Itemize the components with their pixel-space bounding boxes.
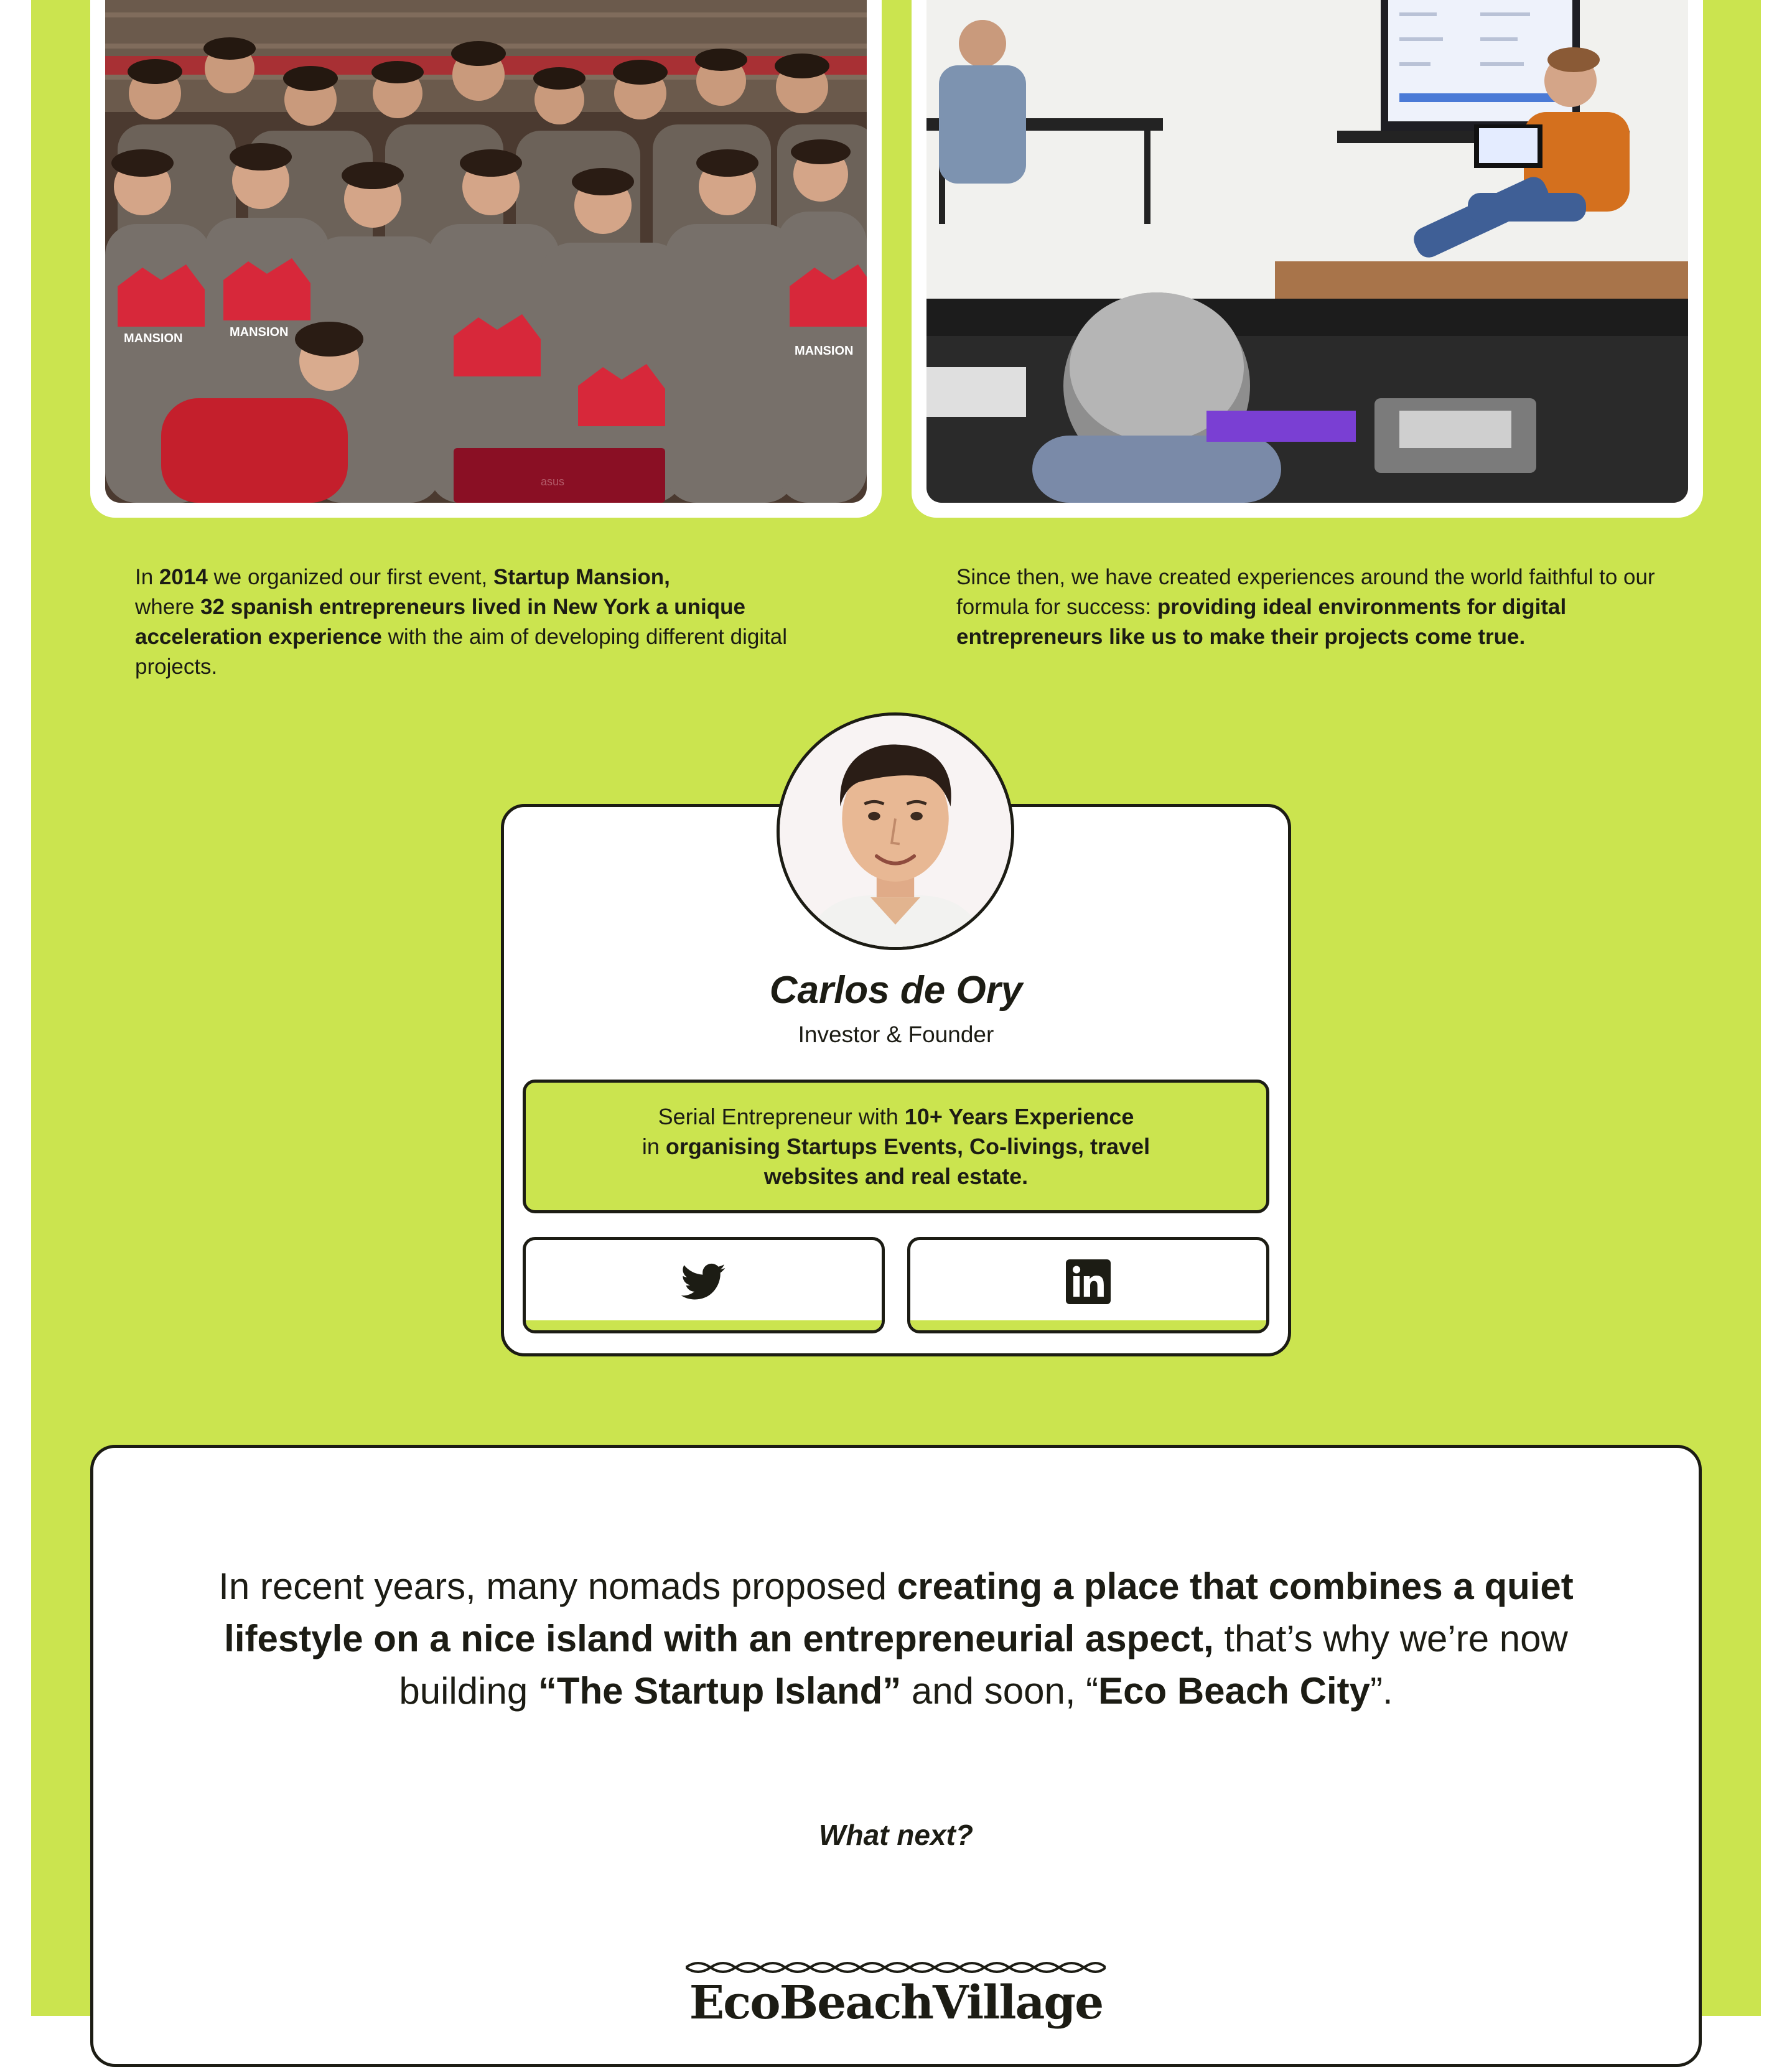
svg-text:MANSION: MANSION [795,344,854,358]
founder-bio: Serial Entrepreneur with 10+ Years Experience in organising Startups Events, Co-livings, travel websites and real estate. [523,1080,1269,1213]
workshop-photo [912,0,1703,518]
founder-avatar [777,712,1014,950]
svg-text:asus: asus [541,475,565,488]
founder-portrait [780,716,1011,947]
svg-text:MANSION: MANSION [230,325,289,339]
twitter-button[interactable] [523,1237,885,1333]
workshop-photo-image [926,0,1688,503]
linkedin-button[interactable] [907,1237,1269,1333]
story-paragraph-mission: Since then, we have created experiences around the world faithful to our formula for success: providing ideal environments for digital entrepreneurs like us to make their projects come true. [956,565,1655,649]
eco-beach-village-logo: EcoBeachVillage [689,1976,1103,2030]
linkedin-icon [1066,1259,1111,1304]
svg-text:MANSION: MANSION [124,332,183,345]
startup-mansion-group-photo [90,0,882,518]
founder-name: Carlos de Ory [769,969,1023,1012]
vision-statement: In recent years, many nomads proposed creating a place that combines a quiet lifestyle on a nice island with an entrepreneurial aspect, that’s why we’re now building “The Startup Island” and soon, “Eco Beach City”. [218,1565,1574,1712]
twitter-icon [681,1259,726,1304]
group-photo-image [105,0,867,503]
what-next-heading: What next? [819,1819,973,1851]
story-paragraph-origin: In 2014 we organized our first event, Startup Mansion, where 32 spanish entrepreneurs lived in New York a unique acceleration experience with the aim of developing different digital projects. [135,565,788,679]
founder-role: Investor & Founder [798,1022,994,1047]
